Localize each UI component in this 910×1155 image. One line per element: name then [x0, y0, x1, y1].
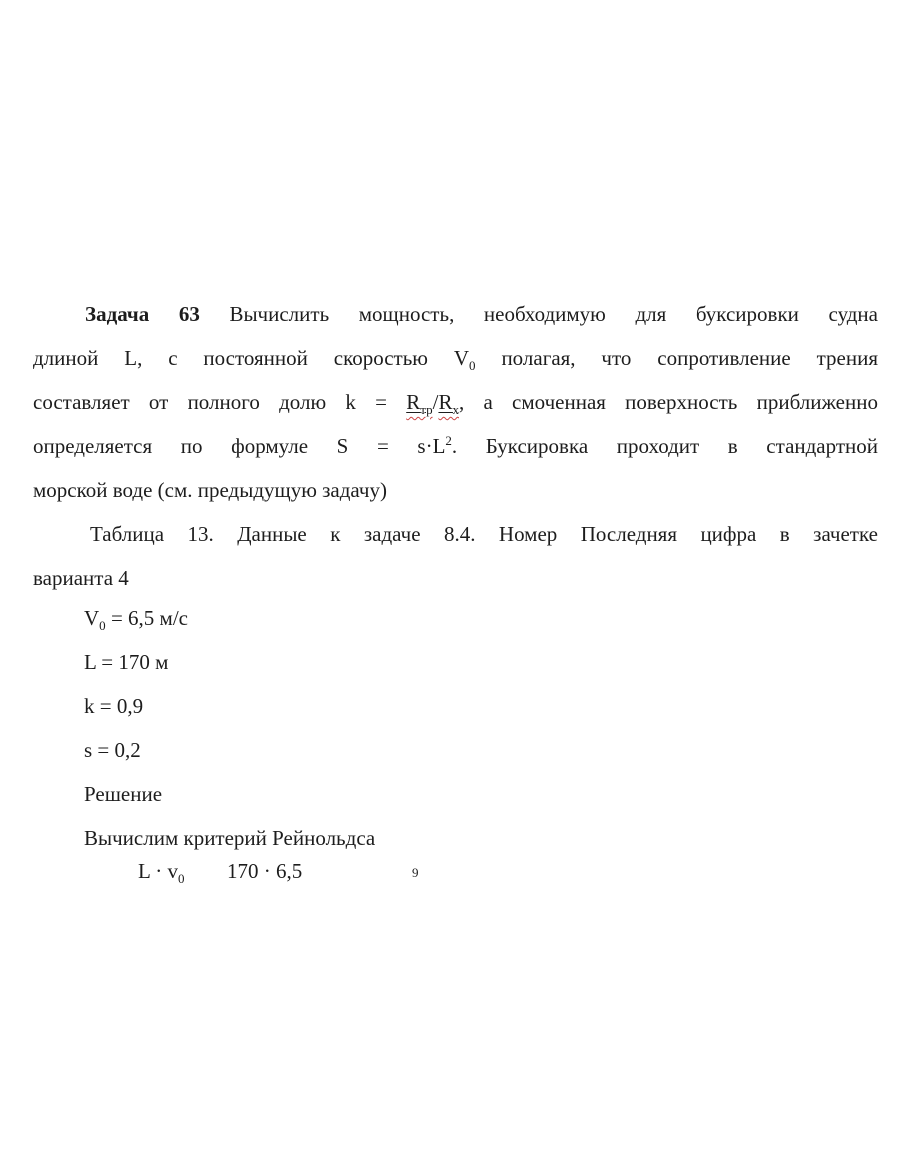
table-caption-line-2: варианта 4 — [33, 566, 129, 590]
fraction-slash: / — [432, 390, 439, 414]
problem-line-2-pre: длиной L, с постоянной скоростью V — [33, 346, 470, 370]
formula-numerator-symbolic — [138, 856, 185, 886]
formula-v0-subscript: 0 — [178, 871, 185, 886]
given-s: s = 0,2 — [84, 738, 141, 762]
solution-step-1: Вычислим критерий Рейнольдса — [84, 826, 376, 850]
problem-statement — [33, 292, 878, 600]
problem-line-5: морской воде (см. предыдущую задачу) — [33, 478, 387, 502]
formula-lv-text: L · v — [138, 859, 179, 883]
problem-line-2-post: полагая, что сопротивление трения — [475, 346, 878, 370]
clipped-formula-strip — [0, 856, 910, 886]
given-data-and-solution — [84, 596, 784, 860]
r-total-subscript: х — [452, 402, 459, 418]
solution-heading: Решение — [84, 782, 163, 806]
given-v0 — [84, 596, 784, 640]
r-friction-term — [406, 390, 433, 418]
problem-line-4-post: . Буксировка проходит в стандартной — [451, 434, 879, 458]
problem-line-3-pre: составляет от полного долю k = — [33, 390, 407, 414]
problem-line-4-pre: определяется по формуле S = s·L — [33, 434, 446, 458]
given-v0-symbol: V — [84, 606, 100, 630]
given-length: L = 170 м — [84, 650, 169, 674]
problem-label: Задача 63 — [85, 302, 200, 326]
formula-numerator-numeric: 170 · 6,5 — [227, 859, 303, 883]
r-total-base: R — [438, 390, 453, 414]
problem-line-3 — [33, 380, 878, 424]
given-v0-subscript: 0 — [99, 618, 106, 634]
formula-exponent: 9 — [412, 865, 419, 880]
v0-subscript: 0 — [469, 358, 476, 374]
l-squared-superscript: 2 — [445, 433, 452, 448]
problem-line-1-text: Вычислить мощность, необходимую для буксировки судна — [199, 302, 878, 326]
problem-line-1 — [33, 292, 878, 336]
problem-line-2 — [33, 336, 878, 380]
problem-line-4 — [33, 424, 878, 468]
r-friction-subscript: тр — [420, 402, 433, 418]
given-k: k = 0,9 — [84, 694, 144, 718]
table-caption-line-1: Таблица 13. Данные к задаче 8.4. Номер Последняя цифра в зачетке — [90, 522, 878, 546]
r-total-term — [438, 390, 459, 418]
problem-line-3-post: , а смоченная поверхность приближенно — [458, 390, 878, 414]
r-friction-base: R — [406, 390, 421, 414]
given-v0-value: = 6,5 м/с — [105, 606, 188, 630]
